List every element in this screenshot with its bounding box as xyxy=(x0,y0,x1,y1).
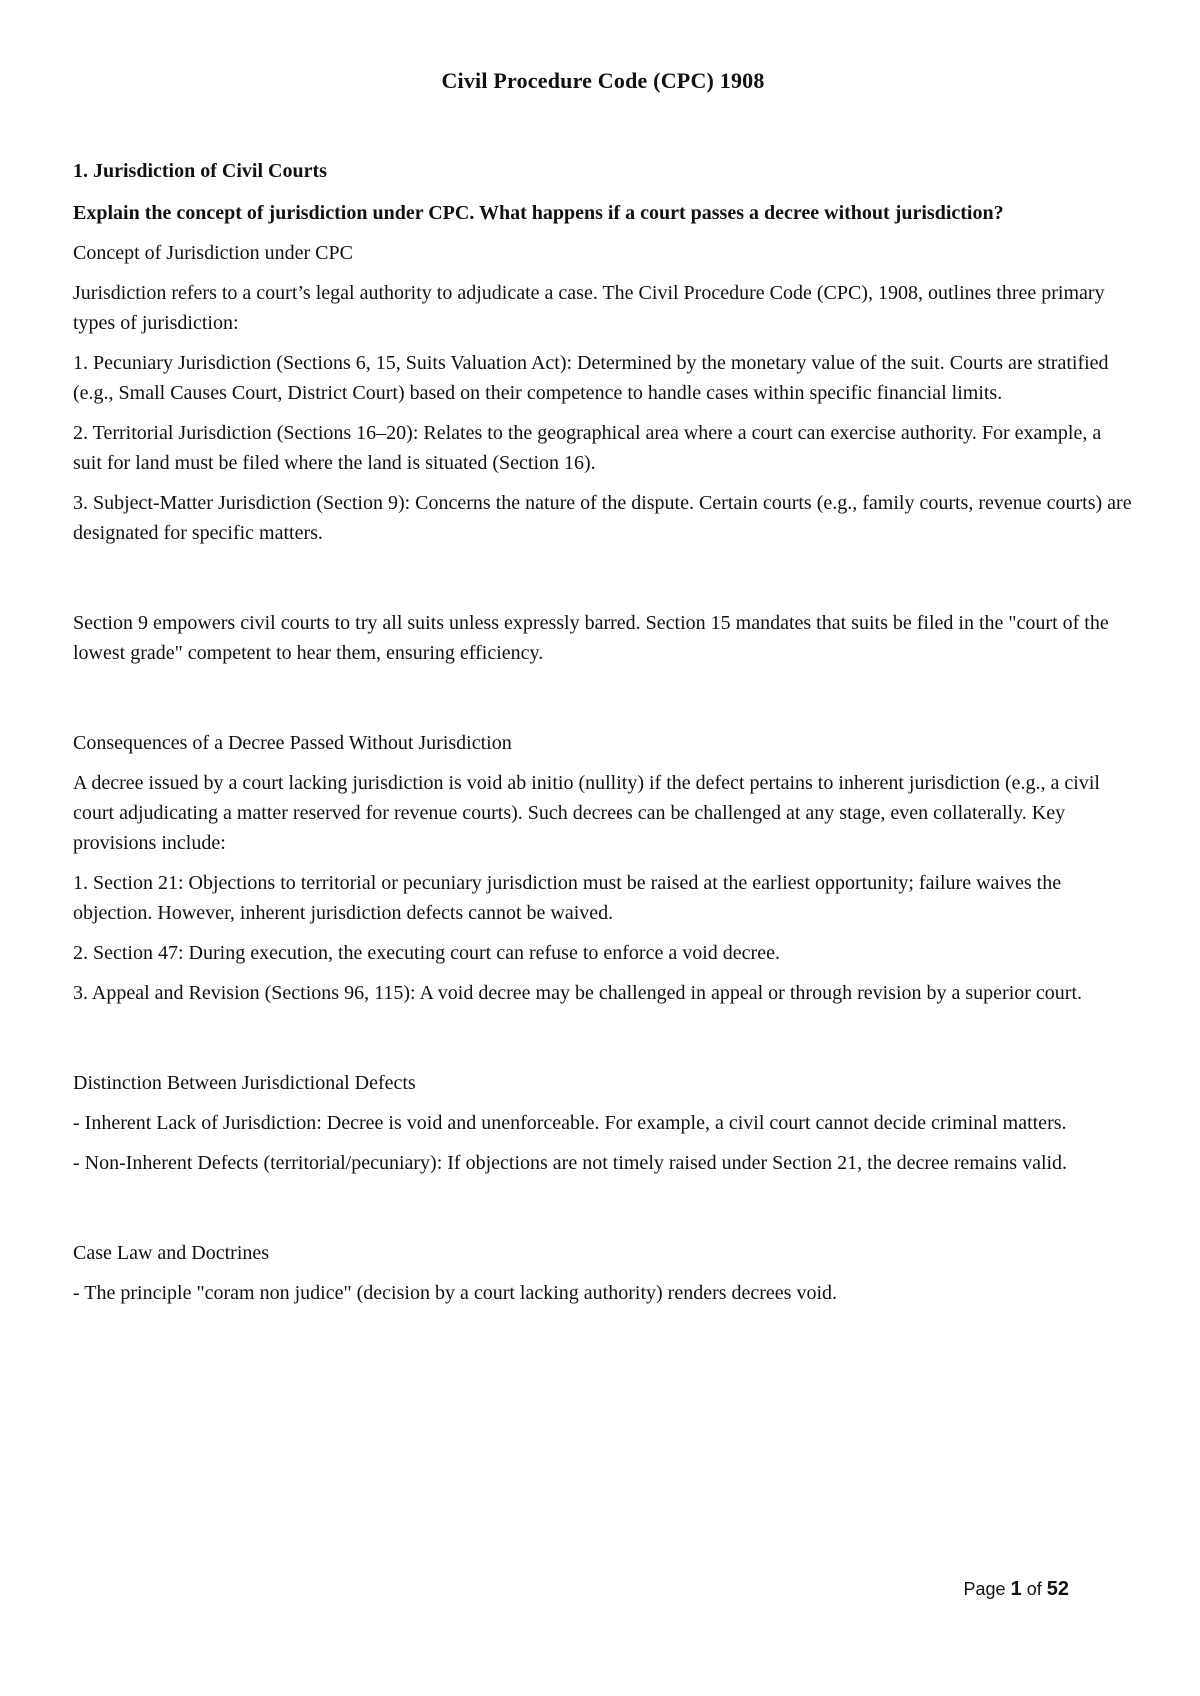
provision-section-21: 1. Section 21: Objections to territorial or pecuniary jurisdiction must be raised at the earliest opportunity; failure waives the objection. However, inherent jurisdiction defects cannot be waived. xyxy=(73,872,1062,924)
consequences-heading: Consequences of a Decree Passed Without Jurisdiction xyxy=(73,732,512,754)
document-title: Civil Procedure Code (CPC) 1908 xyxy=(441,68,765,93)
spacer xyxy=(73,1188,1133,1238)
provision-section-47: 2. Section 47: During execution, the executing court can refuse to enforce a void decree. xyxy=(73,942,780,964)
of-word: of xyxy=(1026,1579,1042,1599)
page-word: Page xyxy=(963,1579,1006,1599)
total-pages: 52 xyxy=(1046,1578,1069,1600)
page-content xyxy=(73,68,1133,1318)
distinction-inherent: - Inherent Lack of Jurisdiction: Decree is void and unenforceable. For example, a civil court cannot decide criminal matters. xyxy=(73,1112,1067,1134)
type-territorial: 2. Territorial Jurisdiction (Sections 16–20): Relates to the geographical area where a court can exercise authority. For example, a suit for land must be filed where the land is situated (Section 16). xyxy=(73,422,1102,474)
spacer xyxy=(73,1018,1133,1068)
consequences-intro: A decree issued by a court lacking jurisdiction is void ab initio (nullity) if the defect pertains to inherent jurisdiction (e.g., a civil court adjudicating a matter reserved for revenue courts). Such decrees can be challenged at any stage, even collaterally. Key provisions include: xyxy=(73,772,1100,854)
question-text: Explain the concept of jurisdiction under CPC. What happens if a court passes a decree without jurisdiction? xyxy=(73,202,1004,224)
provision-appeal-revision: 3. Appeal and Revision (Sections 96, 115): A void decree may be challenged in appeal or through revision by a superior court. xyxy=(73,982,1083,1004)
caselaw-item: - The principle "coram non judice" (decision by a court lacking authority) renders decrees void. xyxy=(73,1282,838,1304)
caselaw-heading: Case Law and Doctrines xyxy=(73,1242,270,1264)
type-subject-matter: 3. Subject-Matter Jurisdiction (Section 9): Concerns the nature of the dispute. Certain courts (e.g., family courts, revenue courts) are designated for specific matters. xyxy=(73,492,1132,544)
section-heading: 1. Jurisdiction of Civil Courts xyxy=(73,160,327,182)
spacer xyxy=(73,678,1133,728)
current-page: 1 xyxy=(1010,1578,1022,1600)
distinction-heading: Distinction Between Jurisdictional Defects xyxy=(73,1072,416,1094)
section9-paragraph: Section 9 empowers civil courts to try all suits unless expressly barred. Section 15 mandates that suits be filed in the "court of the lowest grade" competent to hear them, ensuring efficiency. xyxy=(73,612,1109,664)
distinction-non-inherent: - Non-Inherent Defects (territorial/pecuniary): If objections are not timely raised under Section 21, the decree remains valid. xyxy=(73,1152,1068,1174)
spacer xyxy=(73,558,1133,608)
type-pecuniary: 1. Pecuniary Jurisdiction (Sections 6, 15, Suits Valuation Act): Determined by the monetary value of the suit. Courts are stratified (e.g., Small Causes Court, District Court) based on their competence to handle cases within specific financial limits. xyxy=(73,352,1109,404)
page-number xyxy=(964,1578,1069,1601)
concept-intro: Jurisdiction refers to a court’s legal authority to adjudicate a case. The Civil Procedure Code (CPC), 1908, outlines three primary types of jurisdiction: xyxy=(73,282,1105,334)
concept-heading: Concept of Jurisdiction under CPC xyxy=(73,242,353,264)
